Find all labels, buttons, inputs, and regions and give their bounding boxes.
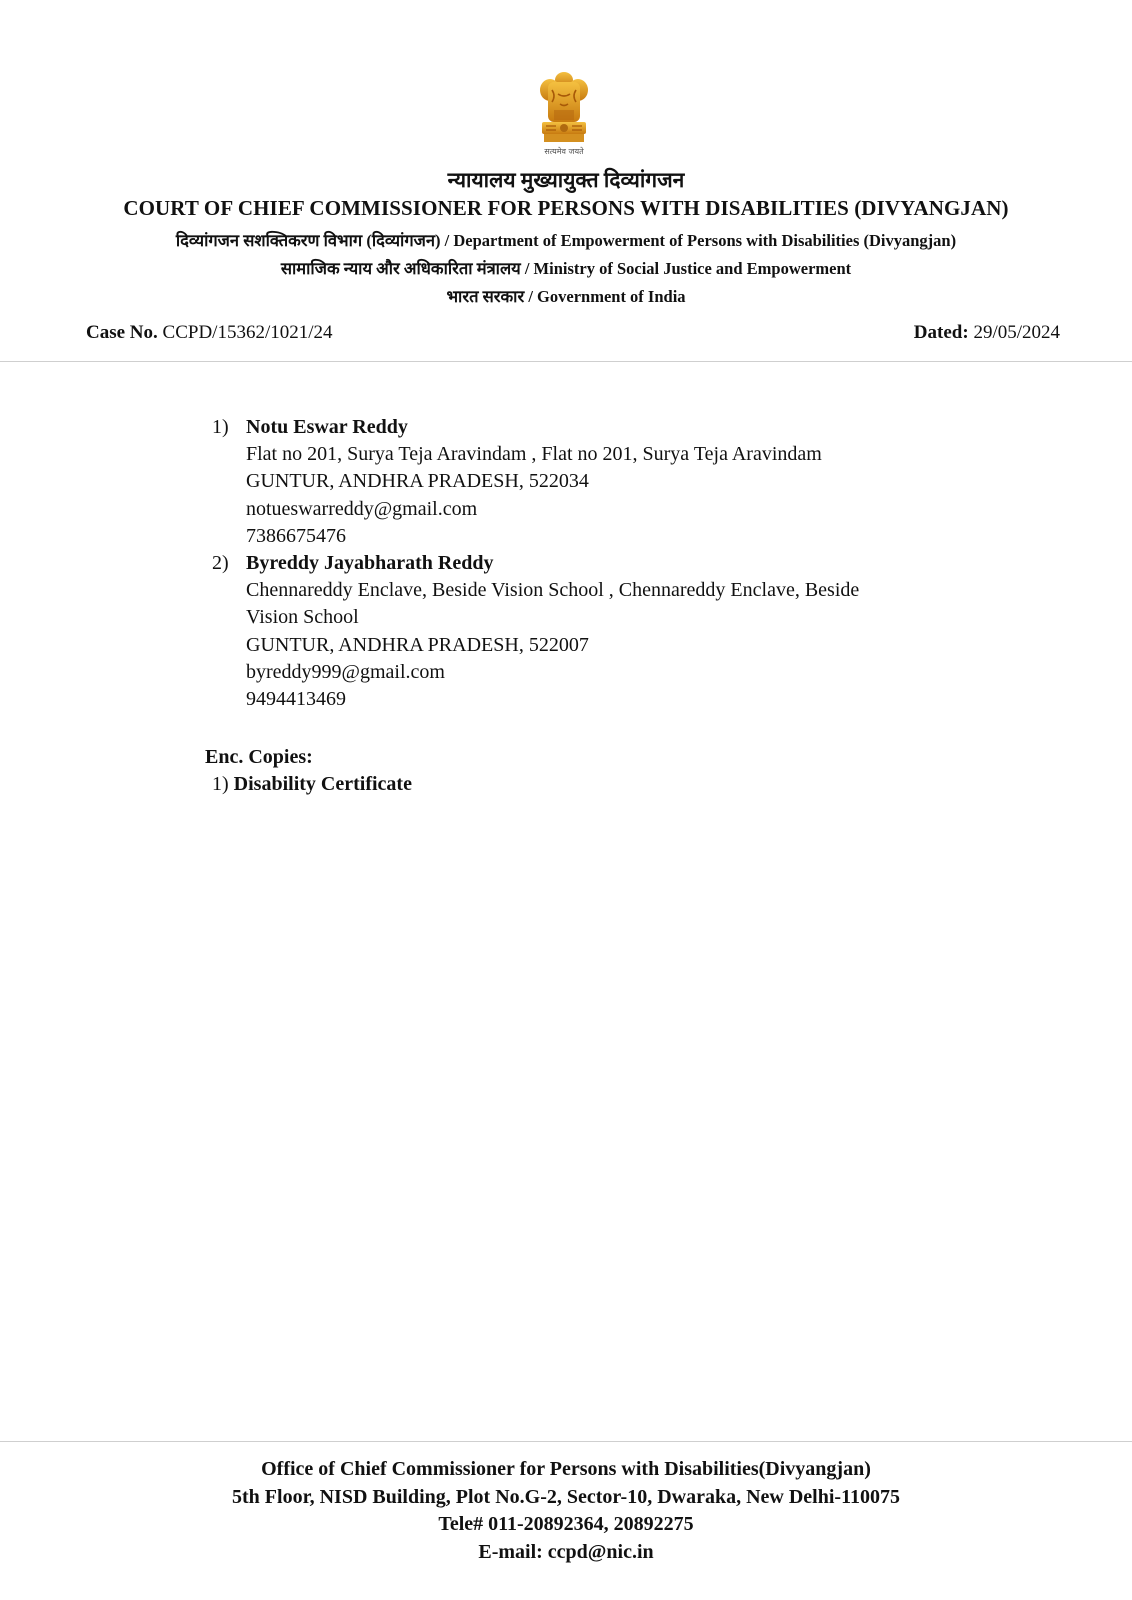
enclosure-label: Disability Certificate [233, 773, 412, 795]
enclosure-number: 1) [212, 773, 229, 795]
date-value: 29/05/2024 [973, 322, 1060, 343]
recipient-city: GUNTUR, ANDHRA PRADESH, 522007 [246, 633, 589, 656]
recipient-phone: 7386675476 [246, 524, 346, 547]
footer-divider [0, 1441, 1132, 1442]
footer-email: E-mail: ccpd@nic.in [478, 1540, 654, 1563]
hindi-court-title: न्यायालय मुख्यायुक्त दिव्यांगजन [447, 168, 685, 192]
recipient-list [212, 414, 972, 713]
recipient-number: 1) [212, 416, 229, 438]
enclosures [205, 744, 412, 798]
recipient-name: Byreddy Jayabharath Reddy [246, 552, 494, 575]
recipient-item [212, 414, 972, 550]
recipient-city: GUNTUR, ANDHRA PRADESH, 522034 [246, 470, 589, 493]
emblem-motto: सत्यमेव जयते [544, 147, 584, 156]
case-label: Case No. [86, 322, 158, 343]
recipient-number: 2) [212, 552, 229, 575]
recipient-name: Notu Eswar Reddy [246, 416, 408, 438]
national-emblem [534, 70, 594, 162]
footer-phone: Tele# 011-20892364, 20892275 [438, 1513, 694, 1535]
court-title: COURT OF CHIEF COMMISSIONER FOR PERSONS WITH DISABILITIES (DIVYANGJAN) [123, 196, 1009, 220]
recipient-email: byreddy999@gmail.com [246, 660, 445, 683]
date-row [914, 322, 1060, 344]
recipient-item [212, 550, 972, 713]
date-label: Dated: [913, 322, 969, 343]
enclosure-item [205, 771, 412, 798]
department-line: दिव्यांगजन सशक्तिकरण विभाग (दिव्यांगजन) / Department of Empowerment of Persons with Disabilities (Divyangjan) [175, 231, 957, 250]
recipient-address-cont: Vision School [246, 606, 359, 629]
ministry-line: सामाजिक न्याय और अधिकारिता मंत्रालय / Ministry of Social Justice and Empowerment [280, 259, 852, 278]
enclosures-title: Enc. Copies: [205, 746, 313, 768]
government-line: भारत सरकार / Government of India [446, 287, 686, 306]
case-number-row [86, 322, 333, 344]
recipient-phone: 9494413469 [246, 688, 346, 711]
footer-address: 5th Floor, NISD Building, Plot No.G-2, Sector-10, Dwaraka, New Delhi-110075 [232, 1485, 900, 1508]
recipient-address: Chennareddy Enclave, Beside Vision School , Chennareddy Enclave, Beside [246, 579, 860, 602]
case-number: CCPD/15362/1021/24 [162, 322, 333, 343]
footer [0, 1456, 1132, 1566]
header-divider [0, 361, 1132, 362]
footer-office: Office of Chief Commissioner for Persons with Disabilities(Divyangjan) [261, 1458, 871, 1480]
recipient-address: Flat no 201, Surya Teja Aravindam , Flat no 201, Surya Teja Aravindam [246, 443, 822, 466]
recipient-email: notueswarreddy@gmail.com [246, 497, 478, 520]
